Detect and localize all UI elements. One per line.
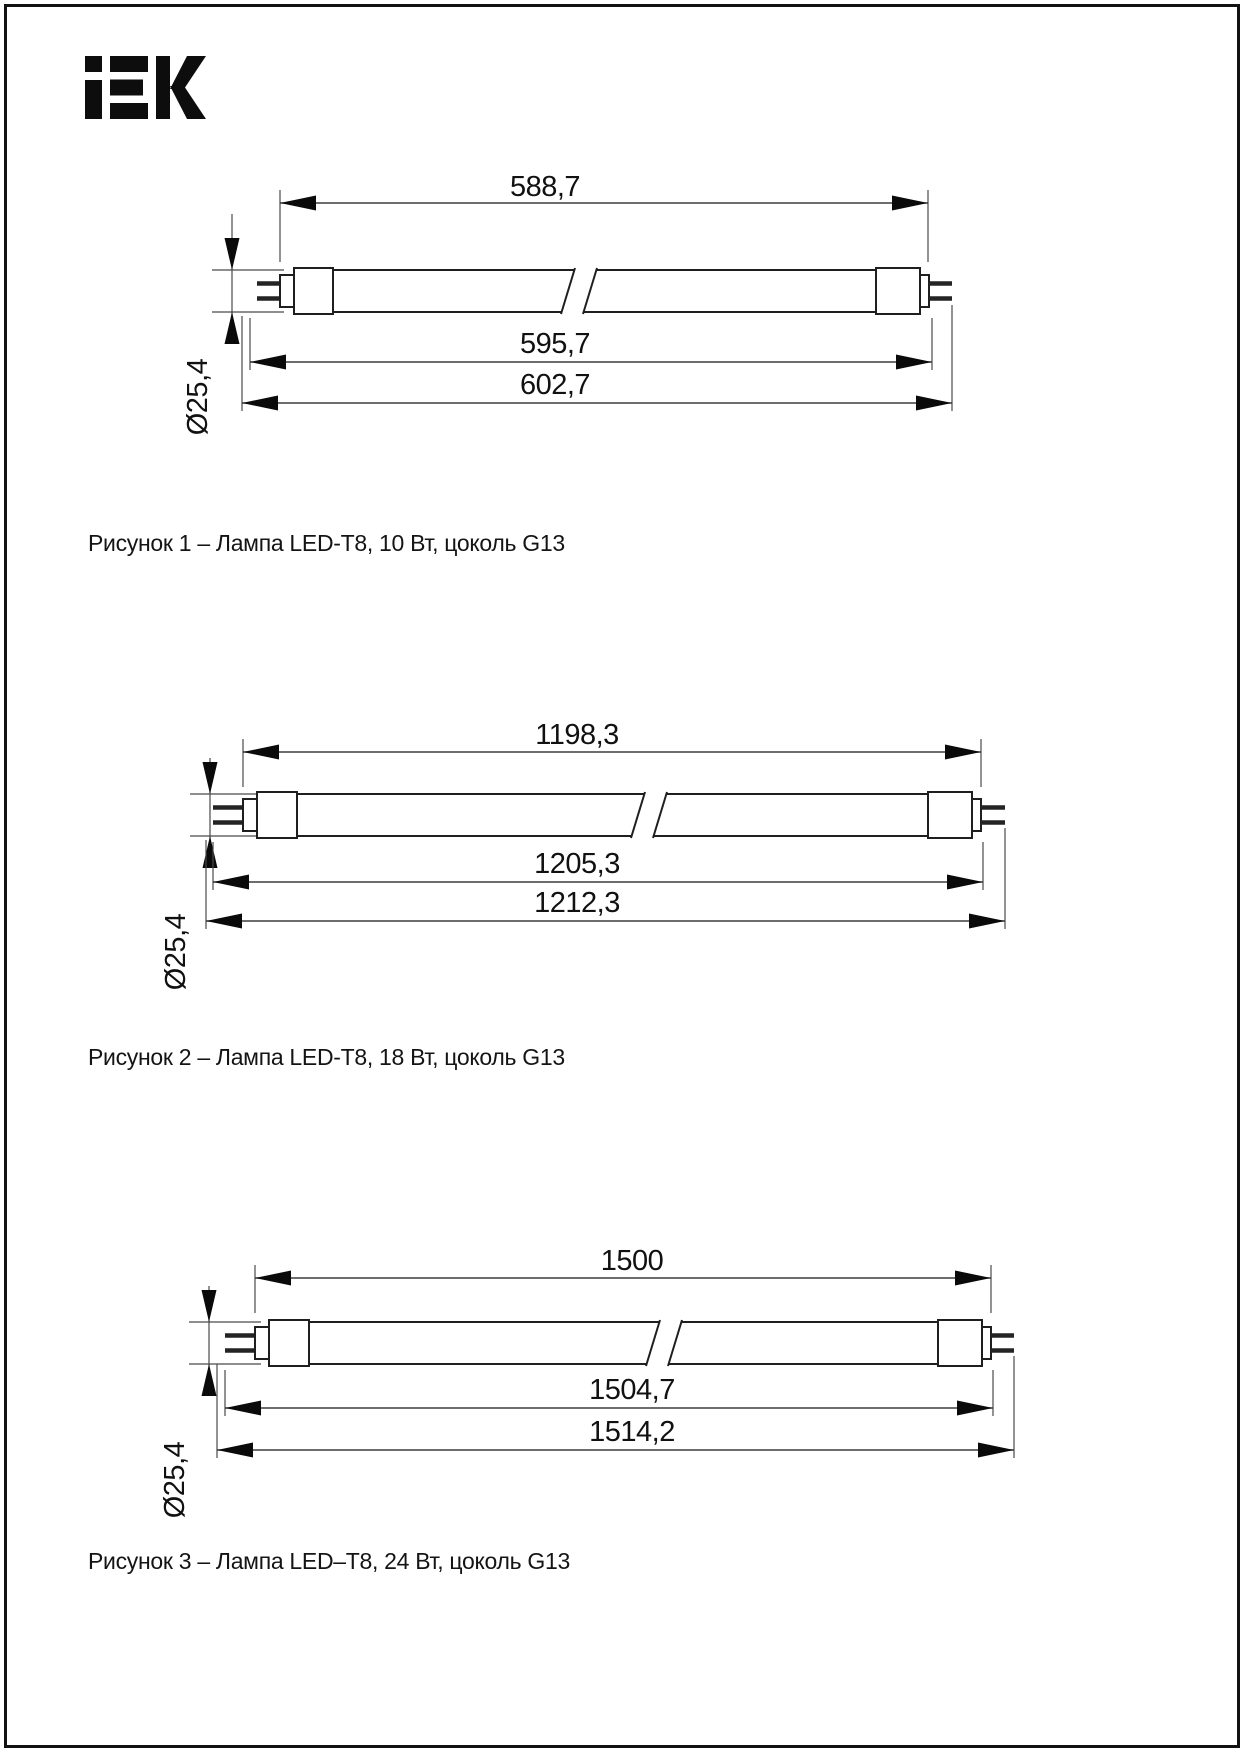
fig3-lamp [225,1319,1014,1367]
fig2-diameter: Ø25,4 [160,913,192,991]
fig2-length-nominal: 1198,3 [535,719,619,751]
fig3-diameter: Ø25,4 [159,1441,191,1519]
fig1-length-mid: 595,7 [519,328,591,360]
fig1-length-nominal: 588,7 [509,171,581,203]
figure-2-caption: Рисунок 2 – Лампа LED-T8, 18 Вт, цоколь G13 [88,1044,565,1070]
figure-3-caption: Рисунок 3 – Лампа LED–T8, 24 Вт, цоколь G13 [88,1548,570,1574]
figure-2-drawing [160,719,1005,990]
fig2-length-overall: 1212,3 [534,887,620,919]
fig1-lamp [257,267,952,315]
fig2-length-mid: 1205,3 [534,848,620,880]
fig1-length-overall: 602,7 [519,369,591,401]
fig1-diameter: Ø25,4 [182,358,214,436]
figure-3-drawing [159,1245,1014,1518]
fig3-length-overall: 1514,2 [589,1416,675,1448]
figure-1-caption: Рисунок 1 – Лампа LED-T8, 10 Вт, цоколь G13 [88,530,565,556]
fig3-length-nominal: 1500 [600,1245,664,1277]
figure-1-drawing [182,171,952,435]
fig2-lamp [213,791,1005,839]
fig3-length-mid: 1504,7 [589,1374,675,1406]
